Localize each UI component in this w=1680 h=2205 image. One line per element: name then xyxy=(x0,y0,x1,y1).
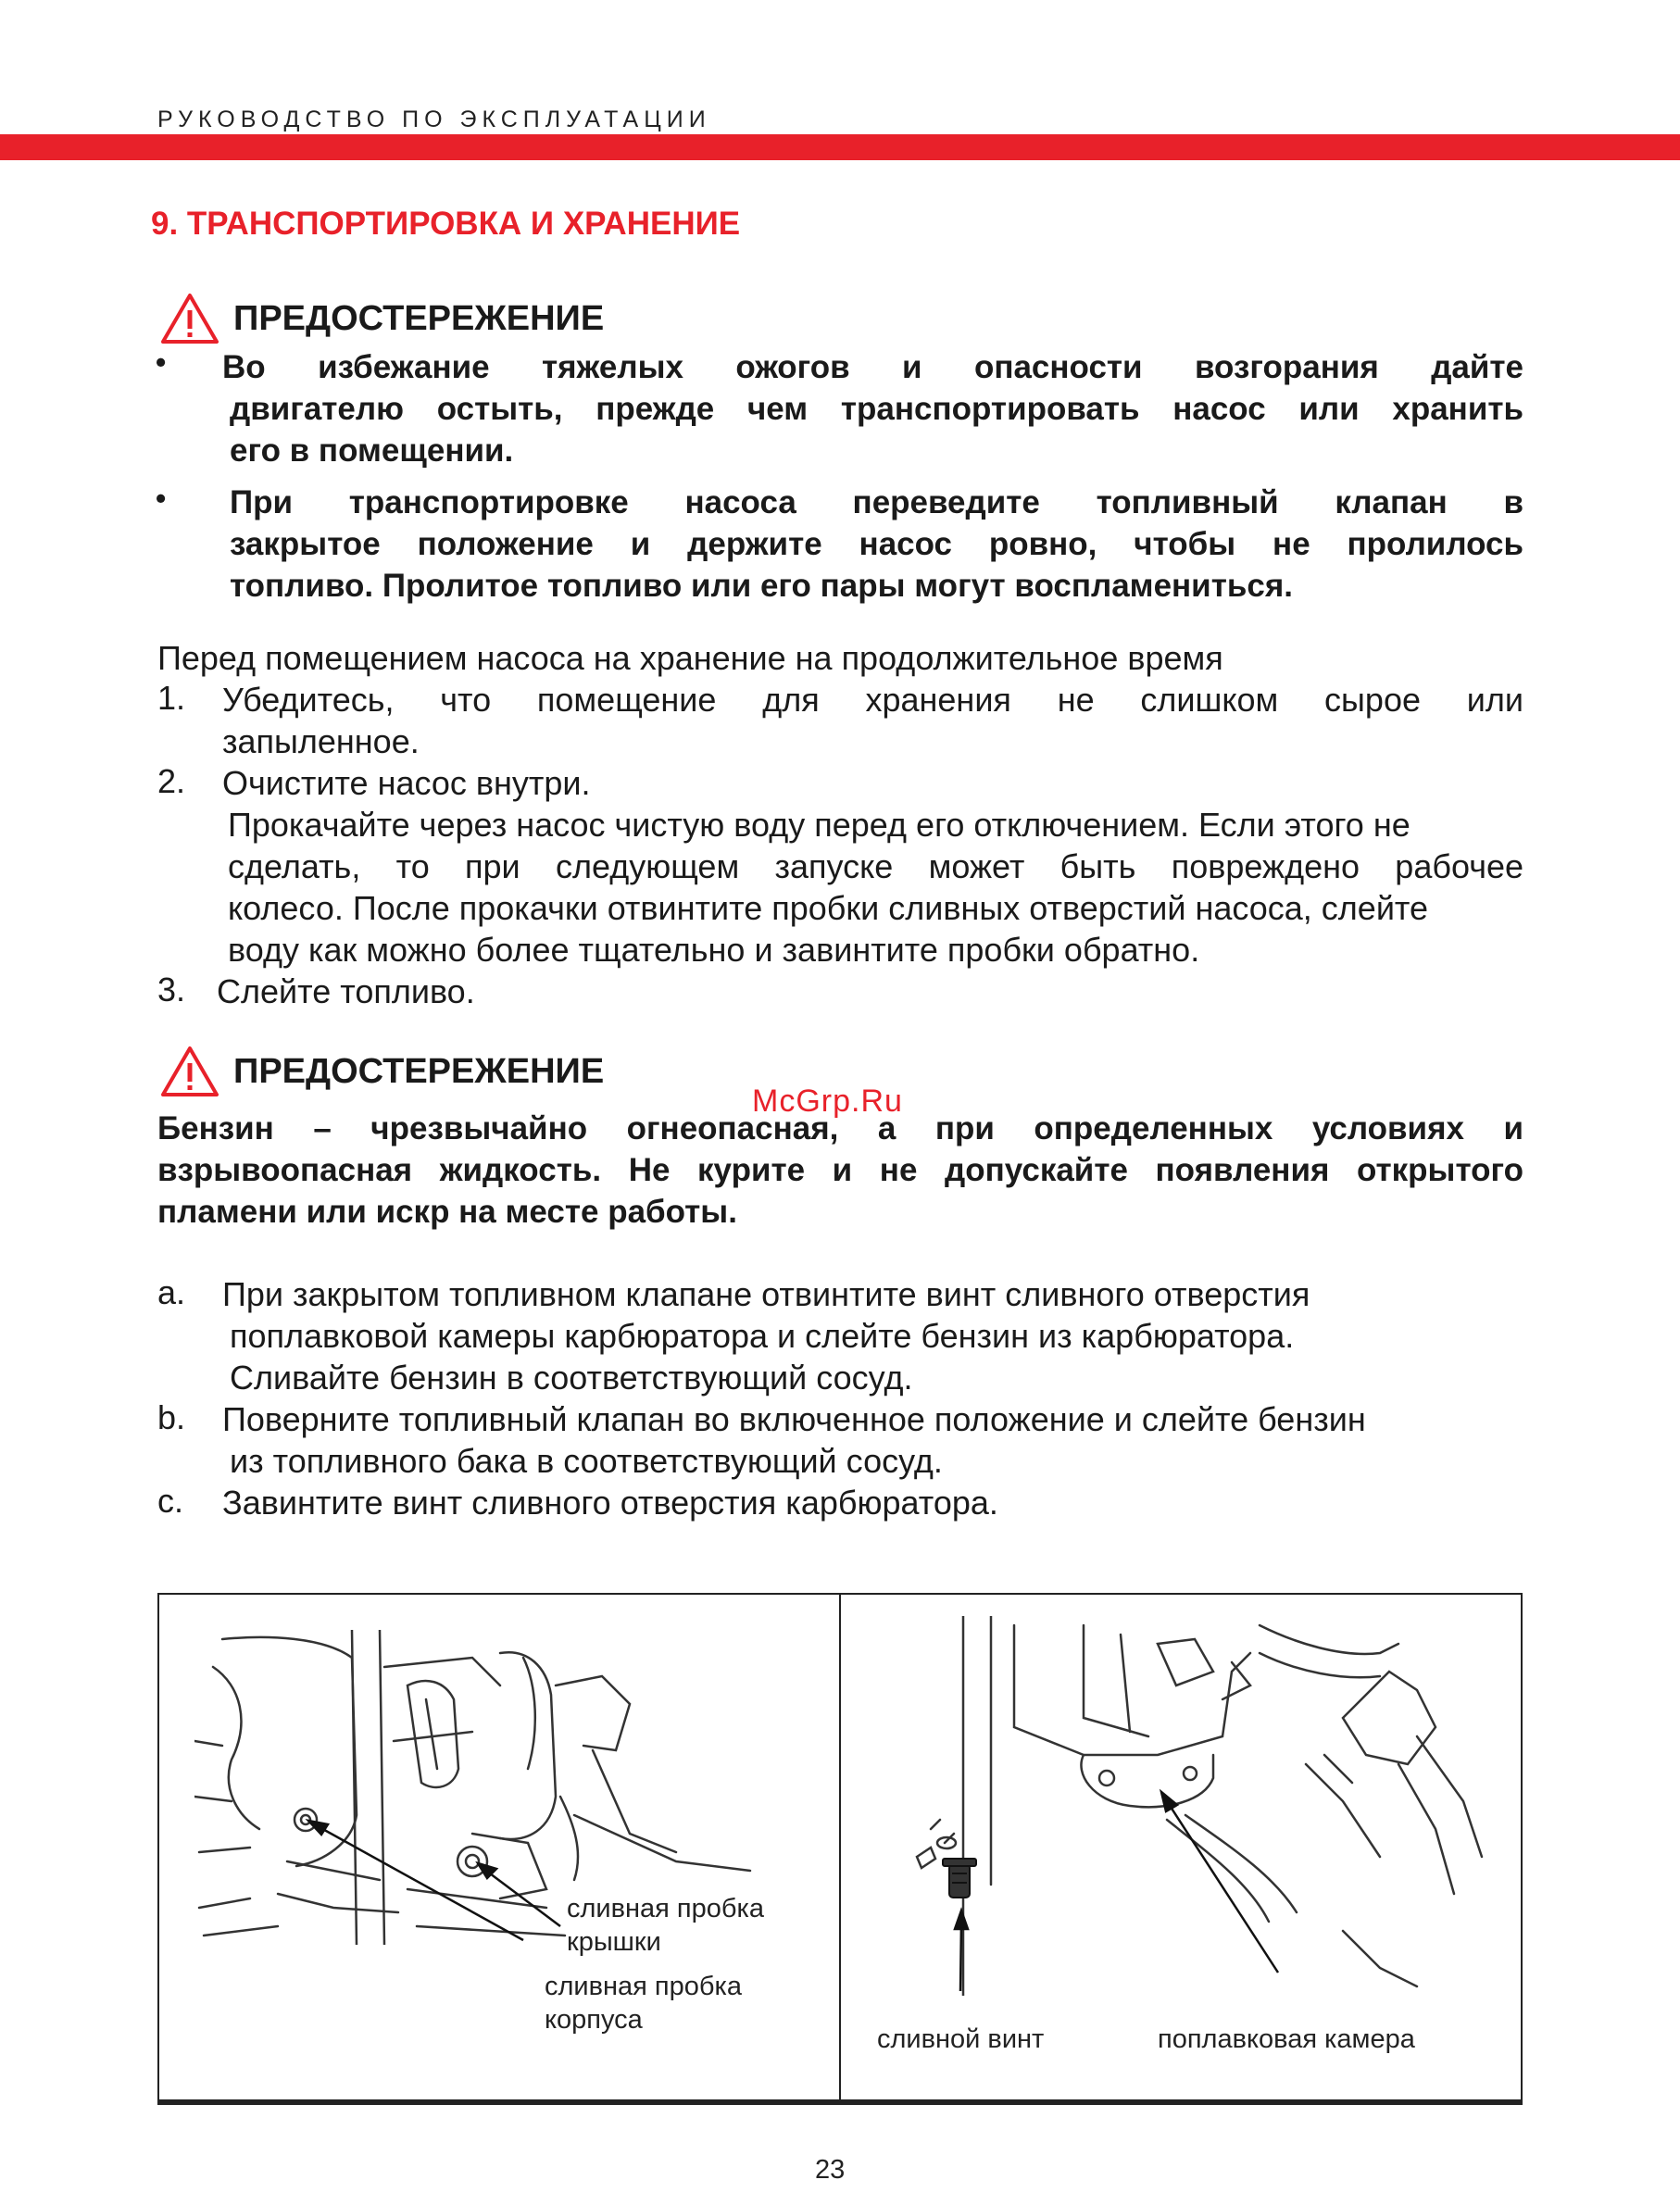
text-line: сделать, то при следующем запуске может быть повреждено рабочее xyxy=(228,847,1523,885)
text-line: Прокачайте через насос чистую воду перед его отключением. Если этого не xyxy=(228,806,1410,844)
text-line: из топливного бака в соответствующий сосуд. xyxy=(230,1442,943,1480)
bullet-mark-2: • xyxy=(156,482,167,515)
storage-item-1 xyxy=(222,679,1523,762)
warning2-text xyxy=(157,1108,1523,1233)
text-line: закрытое положение и держите насос ровно, чтобы не пролилось xyxy=(230,526,1523,562)
page-number: 23 xyxy=(815,2155,846,2185)
warning-heading-1 xyxy=(159,292,604,345)
text-line: Сливайте бензин в соответствующий сосуд. xyxy=(230,1359,913,1397)
step-letter-c: c. xyxy=(157,1482,184,1520)
text-line: Во избежание тяжелых ожогов и опасности возгорания дайте xyxy=(222,349,1523,385)
warning-title-1: ПРЕДОСТЕРЕЖЕНИЕ xyxy=(233,298,605,338)
text-line: Очистите насос внутри. xyxy=(222,764,591,802)
warning1-bullet-2 xyxy=(230,482,1523,607)
caption-line: сливная пробка xyxy=(545,1972,742,2001)
text-line: запыленное. xyxy=(222,722,420,760)
illustration-bottom-rule xyxy=(157,2099,1523,2105)
section-title: 9. ТРАНСПОРТИРОВКА И ХРАНЕНИЕ xyxy=(151,206,741,242)
storage-intro: Перед помещением насоса на хранение на продолжительное время xyxy=(157,639,1223,677)
header-red-bar xyxy=(0,134,1680,160)
warning-triangle-icon xyxy=(159,1045,220,1098)
caption-body-drain-plug xyxy=(545,1970,742,2036)
text-line: поплавковой камеры карбюратора и слейте бензин из карбюратора. xyxy=(230,1317,1295,1355)
caption-line: крышки xyxy=(567,1927,661,1957)
caption-cover-drain-plug xyxy=(567,1892,764,1959)
caption-drain-screw: сливной винт xyxy=(877,2024,1045,2054)
running-header: РУКОВОДСТВО ПО ЭКСПЛУАТАЦИИ xyxy=(157,106,711,132)
list-number-2: 2. xyxy=(157,762,186,800)
text-line: колесо. После прокачки отвинтите пробки сливных отверстий насоса, слейте xyxy=(228,889,1429,927)
text-line: Убедитесь, что помещение для хранения не слишком сырое или xyxy=(222,681,1523,719)
watermark: McGrp.Ru xyxy=(752,1084,903,1119)
storage-item-2 xyxy=(222,762,1523,971)
drain-step-b xyxy=(222,1398,1523,1482)
warning-triangle-icon xyxy=(159,292,220,345)
caption-float-chamber: поплавковая камера xyxy=(1158,2024,1415,2054)
text-line: пламени или искр на месте работы. xyxy=(157,1194,737,1230)
step-letter-b: b. xyxy=(157,1398,186,1436)
text-line: Завинтите винт сливного отверстия карбюратора. xyxy=(222,1484,998,1522)
text-line: воду как можно более тщательно и завинтите пробки обратно. xyxy=(228,931,1200,969)
text-line: Бензин – чрезвычайно огнеопасная, а при определенных условиях и xyxy=(157,1110,1523,1146)
carburetor-drain-illustration xyxy=(861,1616,1510,1996)
text-line: топливо. Пролитое топливо или его пары могут воспламениться. xyxy=(230,568,1293,604)
drain-step-a xyxy=(222,1273,1523,1398)
text-line: его в помещении. xyxy=(230,432,514,469)
illustration-divider xyxy=(839,1593,841,2103)
text-line: Слейте топливо. xyxy=(217,972,475,1010)
warning-heading-2 xyxy=(159,1045,604,1098)
text-line: взрывоопасная жидкость. Не курите и не допускайте появления открытого xyxy=(157,1152,1523,1188)
storage-item-3 xyxy=(217,971,475,1012)
text-line: При транспортировке насоса переведите топливный клапан в xyxy=(230,484,1523,520)
caption-line: сливная пробка xyxy=(567,1894,764,1923)
text-line: При закрытом топливном клапане отвинтите винт сливного отверстия xyxy=(222,1275,1310,1313)
warning1-bullet-1 xyxy=(222,346,1523,471)
text-line: Поверните топливный клапан во включенное положение и слейте бензин xyxy=(222,1400,1366,1438)
bullet-mark-1: • xyxy=(156,345,167,379)
list-number-3: 3. xyxy=(157,971,186,1009)
warning-title-2: ПРЕДОСТЕРЕЖЕНИЕ xyxy=(233,1051,605,1091)
step-letter-a: a. xyxy=(157,1273,186,1311)
drain-step-c xyxy=(222,1482,1523,1523)
list-number-1: 1. xyxy=(157,679,186,717)
text-line: двигателю остыть, прежде чем транспортировать насос или хранить xyxy=(230,391,1523,427)
caption-line: корпуса xyxy=(545,2005,643,2035)
